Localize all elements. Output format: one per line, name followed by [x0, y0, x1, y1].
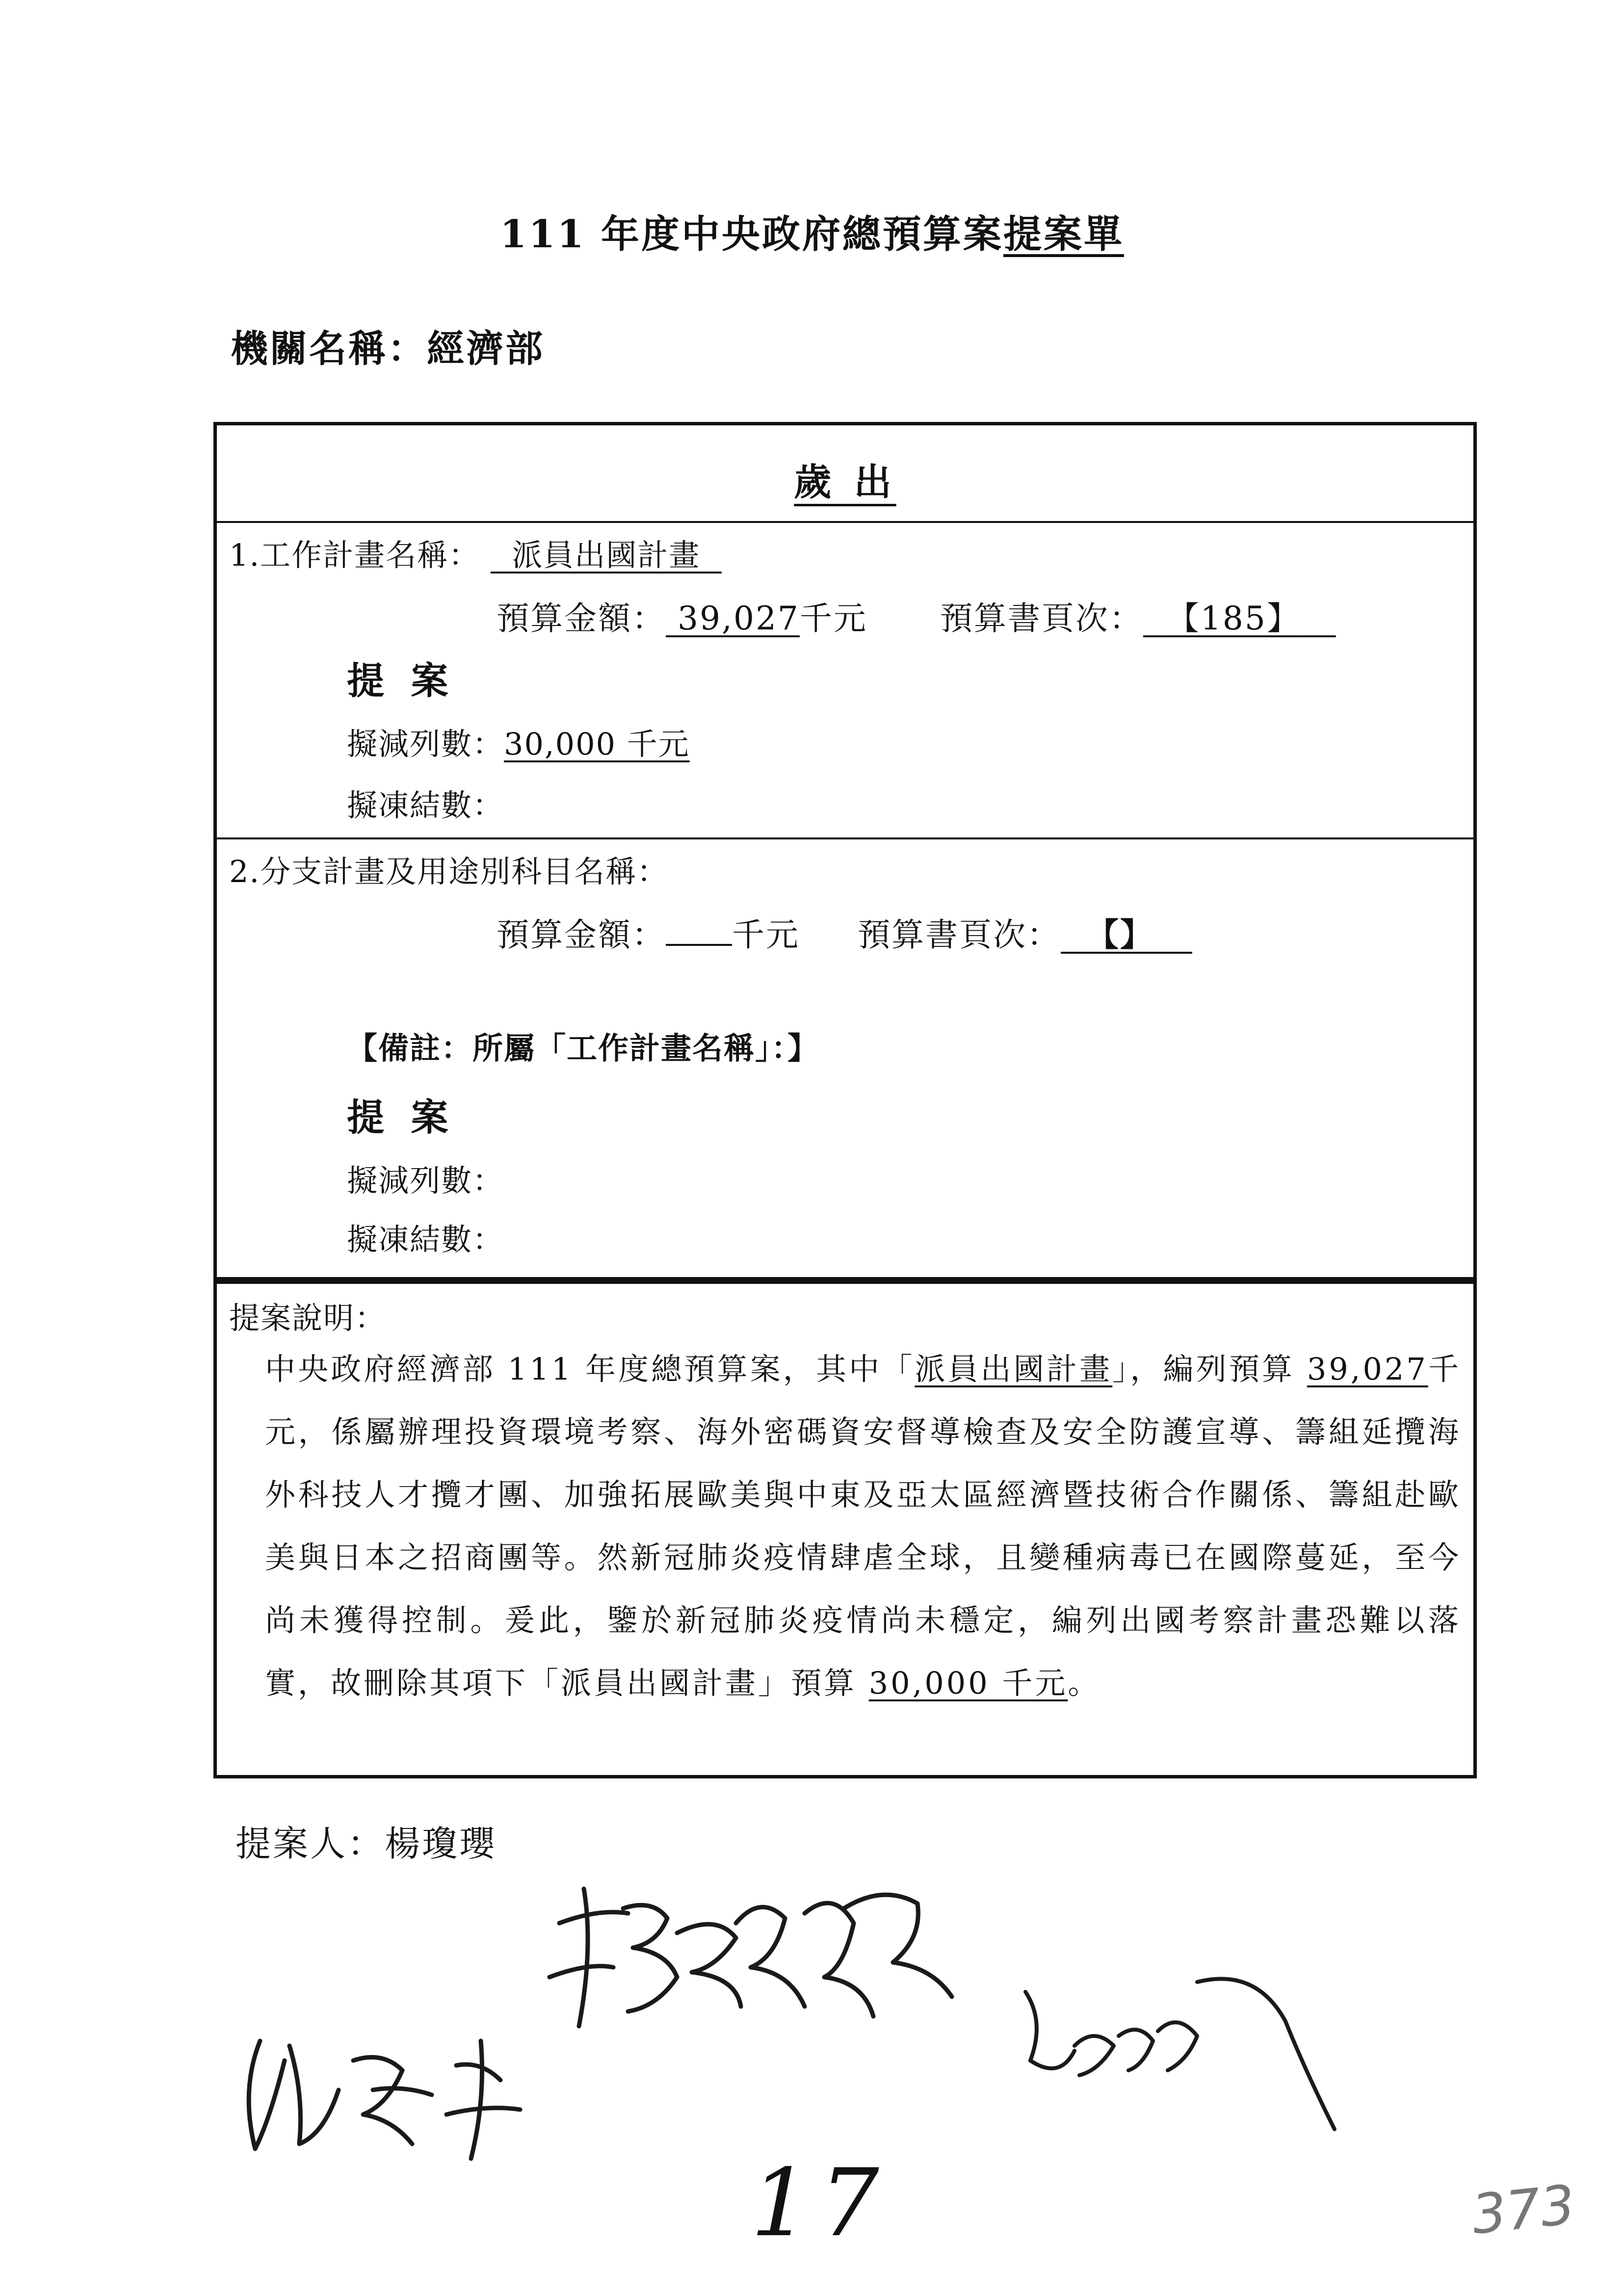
- explanation-part3: 千元，係屬辦理投資環境考察、海外密碼資安督導檢查及安全防護宣導、籌組延攬海外科技人才攬才團、加強拓展歐美與中東及亞太區經濟暨技術合作關係、籌組赴歐美與日本之招商團等。然新冠肺炎疫情肆虐全球，且變種病毒已在國際蔓延，至今尚未獲得控制。爰此，鑒於新冠肺炎疫情尚未穩定，編列出國考察計畫恐難以落實，故刪除其項下「派員出國計畫」預算: [265, 1351, 1461, 1701]
- item2-amount-row: [497, 909, 1192, 955]
- signature-left: [226, 2021, 618, 2168]
- explanation-budget-amount: 39,027: [1307, 1351, 1428, 1387]
- item1-page-label: 預算書頁次：: [940, 600, 1143, 637]
- explanation-box: [213, 1280, 1477, 1778]
- item1-amount-value: 39,027: [677, 600, 800, 637]
- item2-page-label: 預算書頁次：: [857, 916, 1061, 954]
- item1-amount-row: [497, 592, 1336, 639]
- item1-label-row: [229, 531, 722, 574]
- item2-freeze-row: [347, 1215, 504, 1259]
- divider-items: [217, 837, 1473, 839]
- divider-header: [217, 521, 1473, 523]
- item1-reduce-label: 擬減列數：: [347, 726, 504, 762]
- item2-label: 2.分支計畫及用途別科目名稱：: [229, 854, 669, 889]
- document-title: [0, 204, 1624, 259]
- item2-note: 【備註：所屬「工作計畫名稱」：】: [347, 1030, 819, 1066]
- item1-amount: [666, 600, 800, 637]
- item2-freeze-label: 擬凍結數：: [347, 1222, 504, 1257]
- section-header: 歲 出: [794, 460, 896, 504]
- item2-reduce-row: [347, 1156, 504, 1200]
- item2-amount-label: 預算金額：: [497, 916, 666, 954]
- item2-amount-blank: [666, 915, 732, 946]
- item2-page-value: 【】: [1086, 915, 1154, 954]
- item1-freeze-label: 擬凍結數：: [347, 787, 504, 823]
- item1-page-value: 【185】: [1166, 600, 1301, 637]
- expenditure-box: [213, 422, 1477, 1280]
- item2-reduce-label: 擬減列數：: [347, 1163, 504, 1199]
- explanation-part2: 」，編列預算: [1112, 1351, 1307, 1387]
- item2-proposal-heading: 提 案: [347, 1096, 455, 1139]
- explanation-cut-amount: 30,000 千元: [868, 1665, 1068, 1701]
- explanation-label: 提案說明：: [229, 1300, 387, 1336]
- signature-right: [1001, 1962, 1344, 2149]
- title-main: 111 年度中央政府總預算案: [500, 212, 1003, 257]
- item1-proposal-heading: 提 案: [347, 659, 455, 703]
- item1-label: 1.工作計畫名稱：: [229, 537, 480, 573]
- item1-freeze-row: [347, 781, 504, 825]
- proposer: 提案人：楊瓊瓔: [236, 1823, 497, 1864]
- item1-reduce-value: 30,000 千元: [504, 726, 690, 762]
- item2-label-row: [229, 847, 668, 891]
- item1-amount-unit: 千元: [799, 600, 867, 637]
- explanation-part4: 。: [1068, 1665, 1101, 1701]
- page-number: 17: [751, 2149, 889, 2257]
- agency-name: 機關名稱：經濟部: [231, 327, 545, 370]
- item2-amount-unit: 千元: [732, 916, 800, 954]
- item1-name: [491, 537, 722, 573]
- item1-page: [1143, 600, 1336, 637]
- explanation-text: [265, 1338, 1461, 1715]
- explanation-project-name: 派員出國計畫: [915, 1351, 1113, 1387]
- item2-page: [1061, 915, 1192, 954]
- title-underlined: 提案單: [1003, 212, 1124, 257]
- item1-reduce-row: [347, 720, 690, 763]
- stamp-number: 373: [1468, 2173, 1578, 2246]
- explanation-part1: 中央政府經濟部 111 年度總預算案，其中「: [265, 1351, 915, 1387]
- item1-name-text: 派員出國計畫: [512, 537, 701, 573]
- item1-amount-label: 預算金額：: [497, 600, 666, 637]
